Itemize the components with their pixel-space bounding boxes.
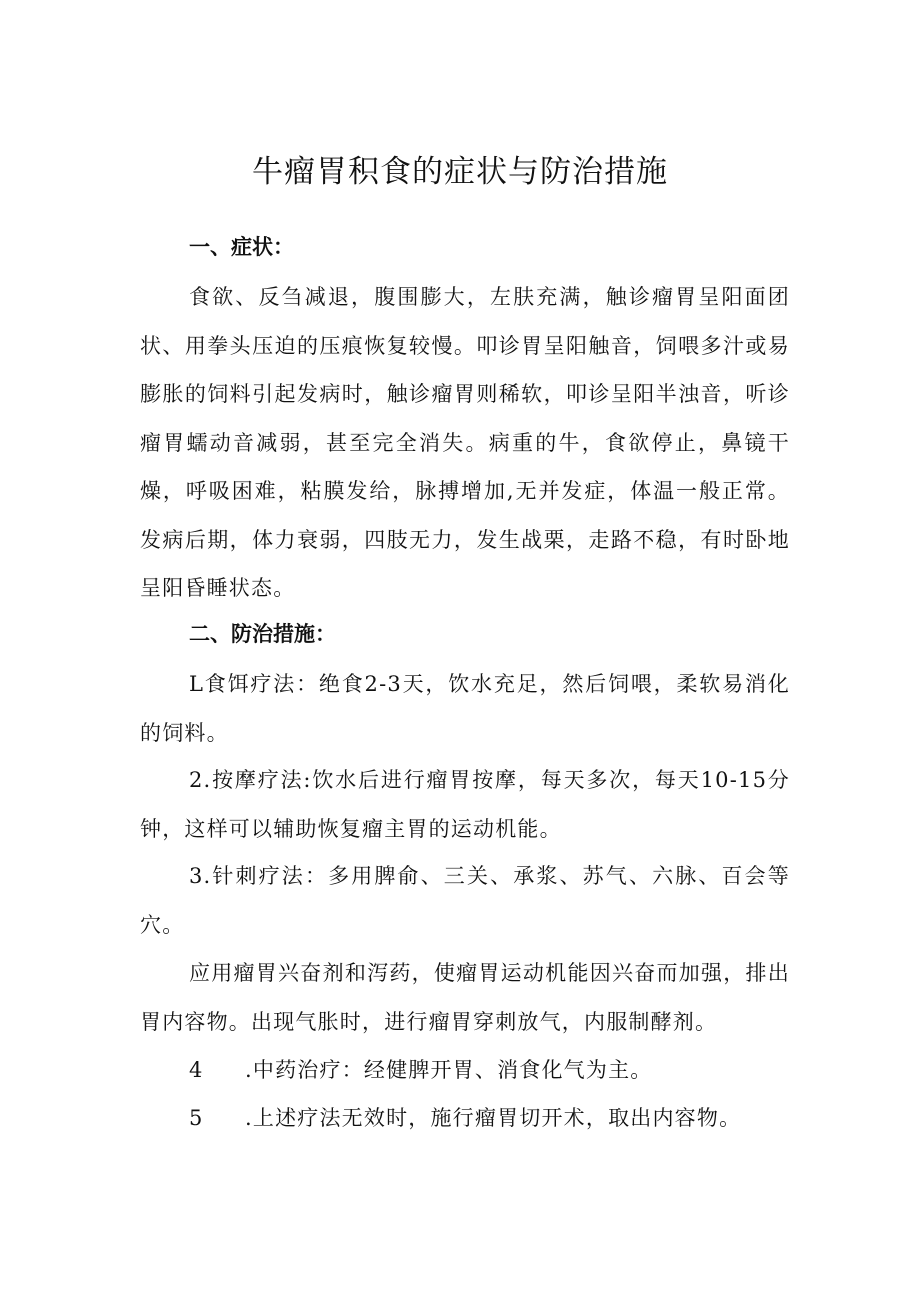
treatment-paragraph: 应用瘤胃兴奋剂和泻药，使瘤胃运动机能因兴奋而加强，排出胃内容物。出现气胀时，进行瘤胃穿刺放气，内服制酵剂。 <box>140 961 790 1034</box>
treatment-item-1: L食饵疗法：绝食2-3天，饮水充足，然后饲喂，柔软易消化的饲料。 <box>140 672 790 745</box>
section-heading-treatment: 二、防治措施： <box>189 622 336 646</box>
treatment-item-3: 3.针刺疗法：多用脾俞、三关、承浆、苏气、六脉、百会等穴。 <box>140 864 790 937</box>
treatment-item-5 <box>189 1103 741 1133</box>
symptoms-paragraph: 食欲、反刍减退，腹围膨大，左肤充满，触诊瘤胃呈阳面团状、用拳头压迫的压痕恢复较慢。叩诊胃呈阳触音，饲喂多汁或易膨胀的饲料引起发病时，触诊瘤胃则稀软，叩诊呈阳半浊音，听诊瘤胃蠕动音减弱，甚至完全消失。病重的牛，食欲停止，鼻镜干燥，呼吸困难，粘膜发给，脉搏增加,无并发症，体温一般正常。发病后期，体力衰弱，四肢无力，发生战栗，走路不稳，有时卧地呈阳昏睡状态。 <box>140 285 790 600</box>
page-title: 牛瘤胃积食的症状与防治措施 <box>252 154 668 190</box>
treatment-item-4 <box>189 1055 652 1085</box>
section-heading-symptoms: 一、症状： <box>189 235 294 259</box>
item-5-text: .上述疗法无效时，施行瘤胃切开术，取出内容物。 <box>245 1106 742 1130</box>
item-4-number: 4 <box>189 1058 204 1082</box>
item-4-text: .中药治疗：经健脾开胃、消食化气为主。 <box>245 1058 653 1082</box>
item-5-number: 5 <box>189 1106 204 1130</box>
treatment-item-2: 2.按摩疗法:饮水后进行瘤胃按摩，每天多次，每天10-15分钟，这样可以辅助恢复瘤主胃的运动机能。 <box>140 768 790 841</box>
